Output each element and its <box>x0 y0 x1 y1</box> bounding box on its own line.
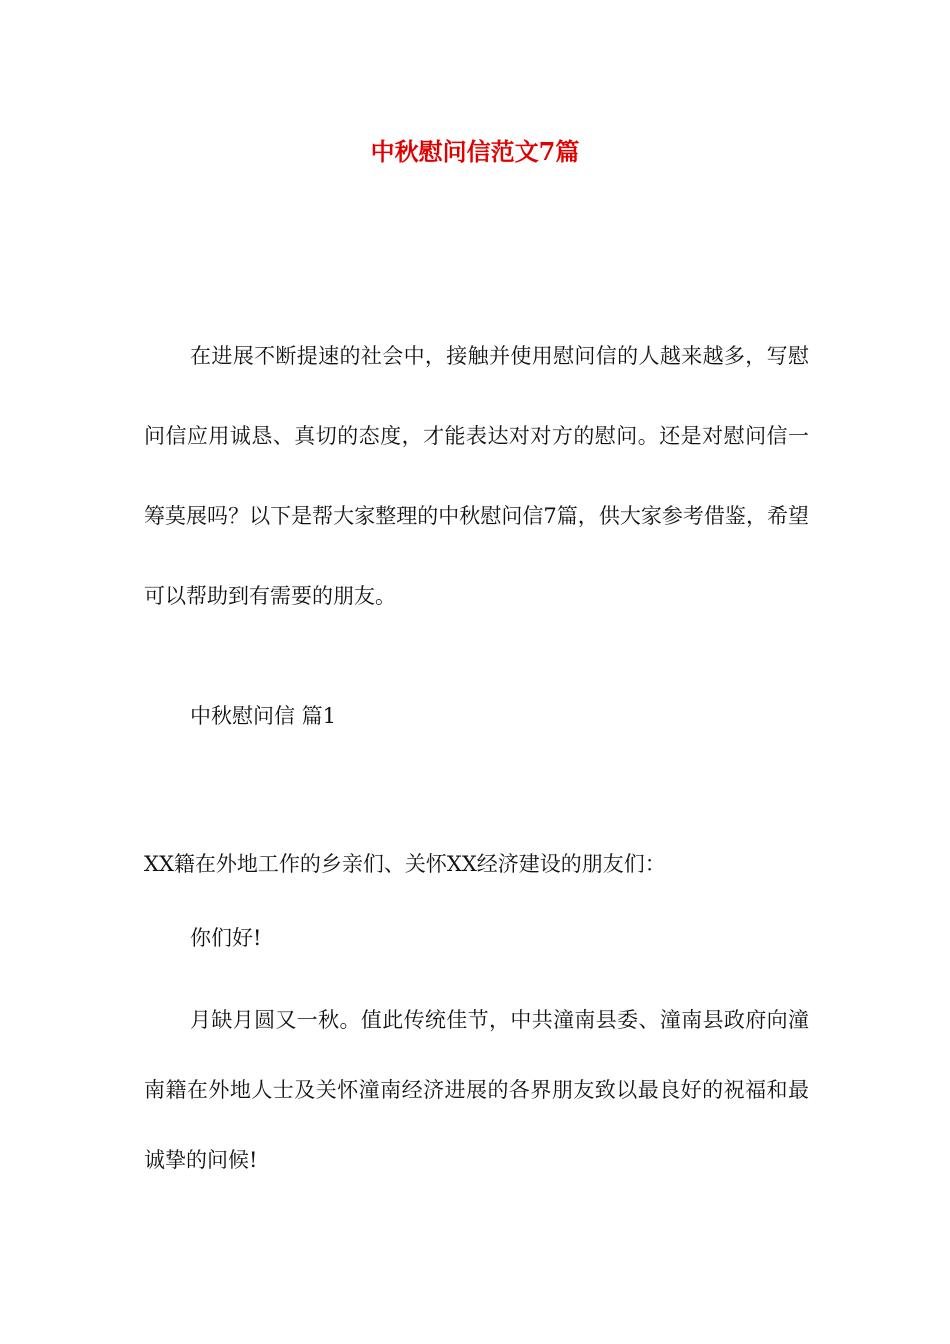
letter-salutation: XX籍在外地工作的乡亲们、关怀XX经济建设的朋友们： <box>144 852 666 876</box>
intro-paragraph: 在进展不断提速的社会中，接触并使用慰问信的人越来越多，写慰问信应用诚恳、真切的态度，才能表达对对方的慰问。还是对慰问信一筹莫展吗？以下是帮大家整理的中秋慰问信7篇，供大家参考借鉴，希望可以帮助到有需要的朋友。 <box>144 344 809 608</box>
letter-body-paragraph: 月缺月圆又一秋。值此传统佳节，中共潼南县委、潼南县政府向潼南籍在外地人士及关怀潼南经济进展的各界朋友致以最良好的祝福和最诚挚的问候! <box>144 1008 809 1172</box>
section-heading: 中秋慰问信 篇1 <box>190 704 337 728</box>
document-title: 中秋慰问信范文7篇 <box>370 137 580 166</box>
letter-greeting: 你们好! <box>190 926 262 950</box>
